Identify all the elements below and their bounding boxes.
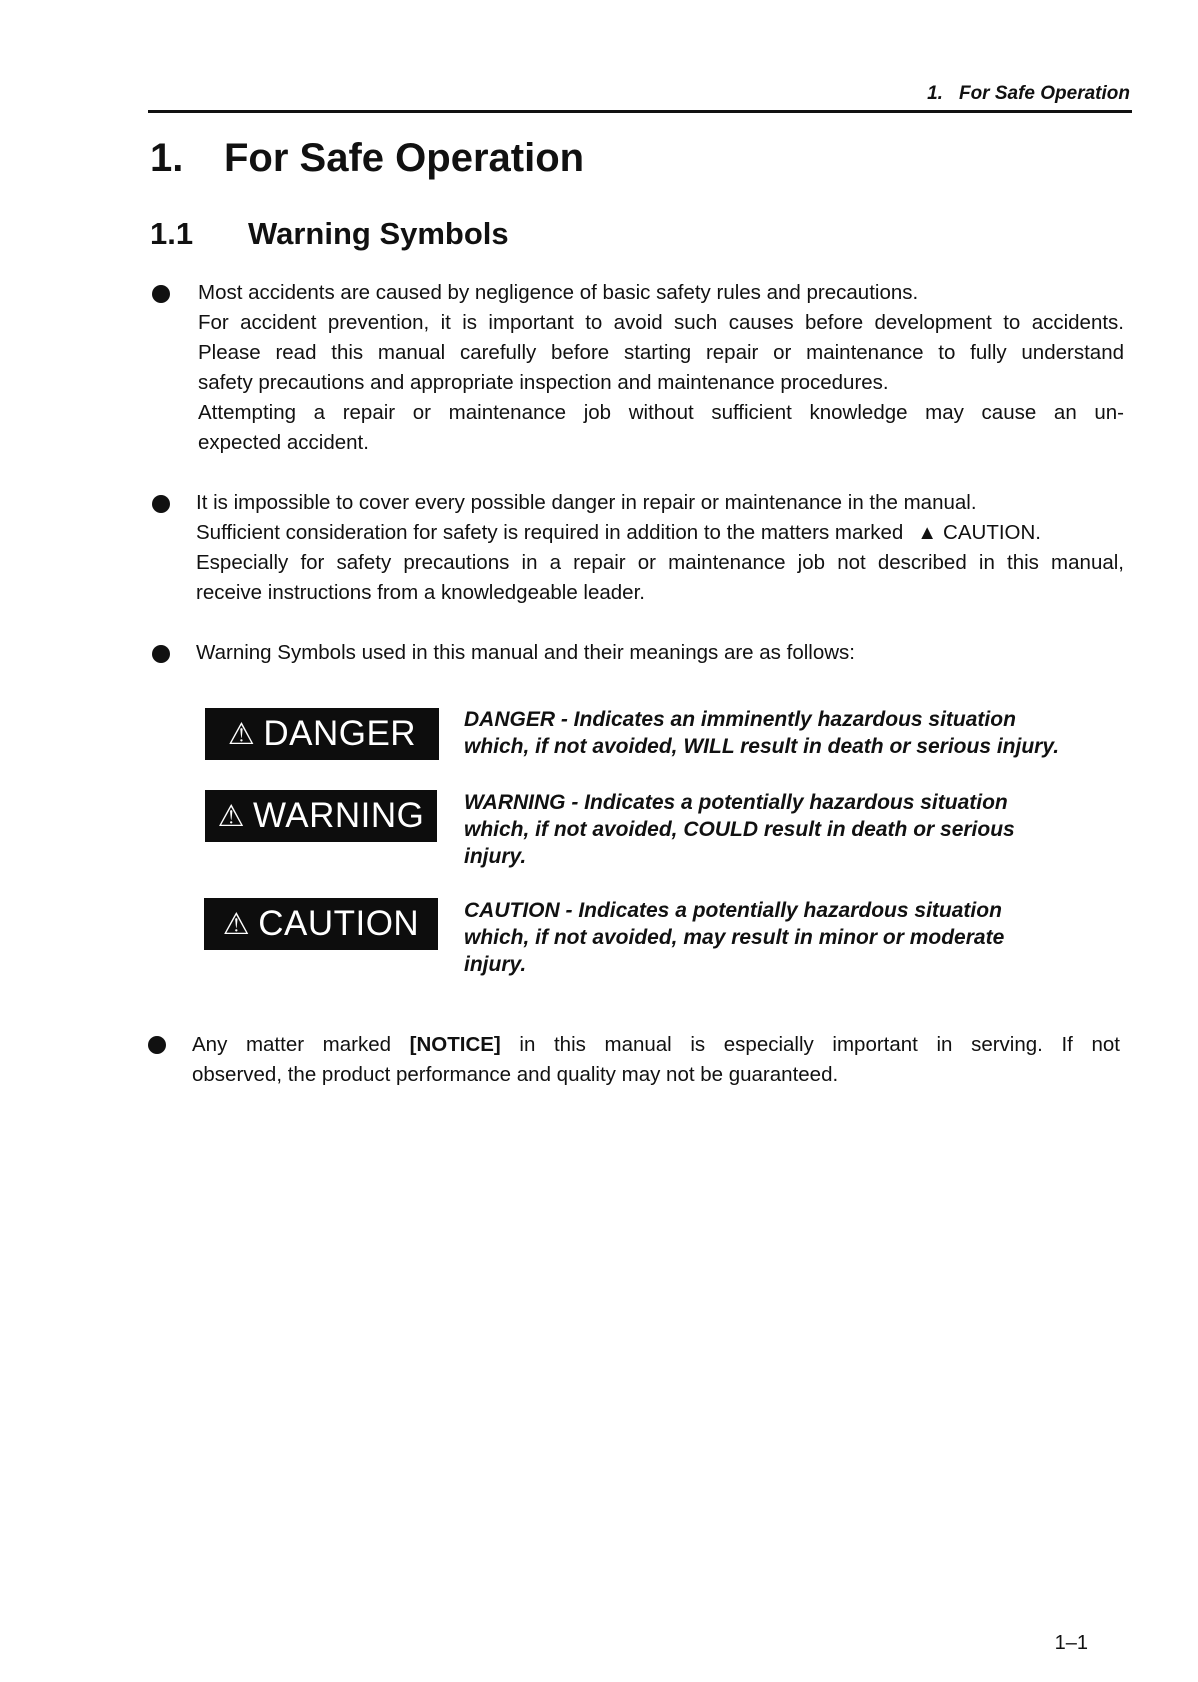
- chapter-title-text: For Safe Operation: [224, 136, 585, 180]
- caution-description: [464, 897, 1104, 978]
- caution-ref: [903, 521, 1041, 544]
- paragraph-line: receive instructions from a knowledgeable leader.: [196, 581, 645, 604]
- description-line: injury.: [464, 953, 527, 976]
- section-title: [150, 216, 509, 252]
- description-line: which, if not avoided, may result in minor or moderate: [464, 926, 1005, 949]
- description-line: which, if not avoided, WILL result in death or serious injury.: [464, 735, 1060, 758]
- paragraph-line: It is impossible to cover every possible danger in repair or maintenance in the manual.: [196, 491, 977, 514]
- danger-description: [464, 706, 1104, 760]
- bullet-icon: [152, 495, 170, 513]
- paragraph-line: expected accident.: [198, 431, 369, 454]
- notice-suffix: in this manual is especially important in serving. If not: [519, 1033, 1120, 1056]
- running-header-text: [927, 83, 1130, 105]
- paragraph-line: Please read this manual carefully before starting repair or maintenance to fully understand: [198, 341, 1124, 364]
- paragraph-line: [196, 518, 1124, 548]
- caution-ref-word: CAUTION.: [943, 521, 1041, 544]
- bullet-icon: [152, 645, 170, 663]
- bullet-paragraph-notice: [192, 1030, 1120, 1090]
- caution-label-text: CAUTION: [258, 904, 420, 943]
- warning-triangle-icon: ⚠: [217, 799, 246, 833]
- paragraph-line: Attempting a repair or maintenance job without sufficient knowledge may cause an un-: [198, 401, 1124, 424]
- notice-keyword: [NOTICE]: [409, 1033, 501, 1056]
- warning-label-text: WARNING: [253, 796, 425, 835]
- warning-label: [205, 790, 437, 842]
- page-number: 1–1: [1054, 1632, 1088, 1654]
- section-title-text: Warning Symbols: [248, 216, 509, 251]
- caution-ref-prefix: Sufficient consideration for safety is required in addition to the matters marked: [196, 521, 904, 544]
- danger-label-text: DANGER: [263, 714, 417, 753]
- caution-label: [204, 898, 438, 950]
- notice-prefix: Any matter marked: [192, 1033, 392, 1056]
- running-header-number: 1.: [927, 83, 943, 104]
- description-line: which, if not avoided, COULD result in death or serious: [464, 818, 1015, 841]
- bullet-paragraph-accidents: [198, 278, 1124, 458]
- paragraph-line: Most accidents are caused by negligence of basic safety rules and precautions.: [198, 281, 919, 304]
- section-number: 1.1: [150, 216, 194, 251]
- description-line: injury.: [464, 845, 527, 868]
- danger-label: [205, 708, 439, 760]
- paragraph-line: [192, 1030, 1120, 1060]
- warning-description: [464, 789, 1104, 870]
- bullet-icon: [152, 285, 170, 303]
- description-line: CAUTION - Indicates a potentially hazardous situation: [464, 899, 1002, 922]
- description-line: DANGER - Indicates an imminently hazardous situation: [464, 708, 1016, 731]
- paragraph-line: For accident prevention, it is important to avoid such causes before development to accidents.: [198, 311, 1124, 334]
- paragraph-line: Especially for safety precautions in a repair or maintenance job not described in this manual,: [196, 551, 1124, 574]
- running-header: [148, 80, 1132, 113]
- bullet-paragraph-impossible: [196, 488, 1124, 608]
- paragraph-line: observed, the product performance and quality may not be guaranteed.: [192, 1063, 839, 1086]
- warning-triangle-icon: ▲: [917, 522, 938, 544]
- bullet-paragraph-symbols-intro: Warning Symbols used in this manual and their meanings are as follows:: [196, 641, 855, 664]
- warning-triangle-icon: ⚠: [222, 907, 251, 941]
- running-header-title: For Safe Operation: [958, 83, 1130, 104]
- bullet-icon: [148, 1036, 166, 1054]
- chapter-title: [150, 136, 584, 181]
- description-line: WARNING - Indicates a potentially hazardous situation: [464, 791, 1008, 814]
- paragraph-line: safety precautions and appropriate inspection and maintenance procedures.: [198, 371, 889, 394]
- chapter-number: 1.: [150, 136, 184, 180]
- warning-triangle-icon: ⚠: [227, 717, 256, 751]
